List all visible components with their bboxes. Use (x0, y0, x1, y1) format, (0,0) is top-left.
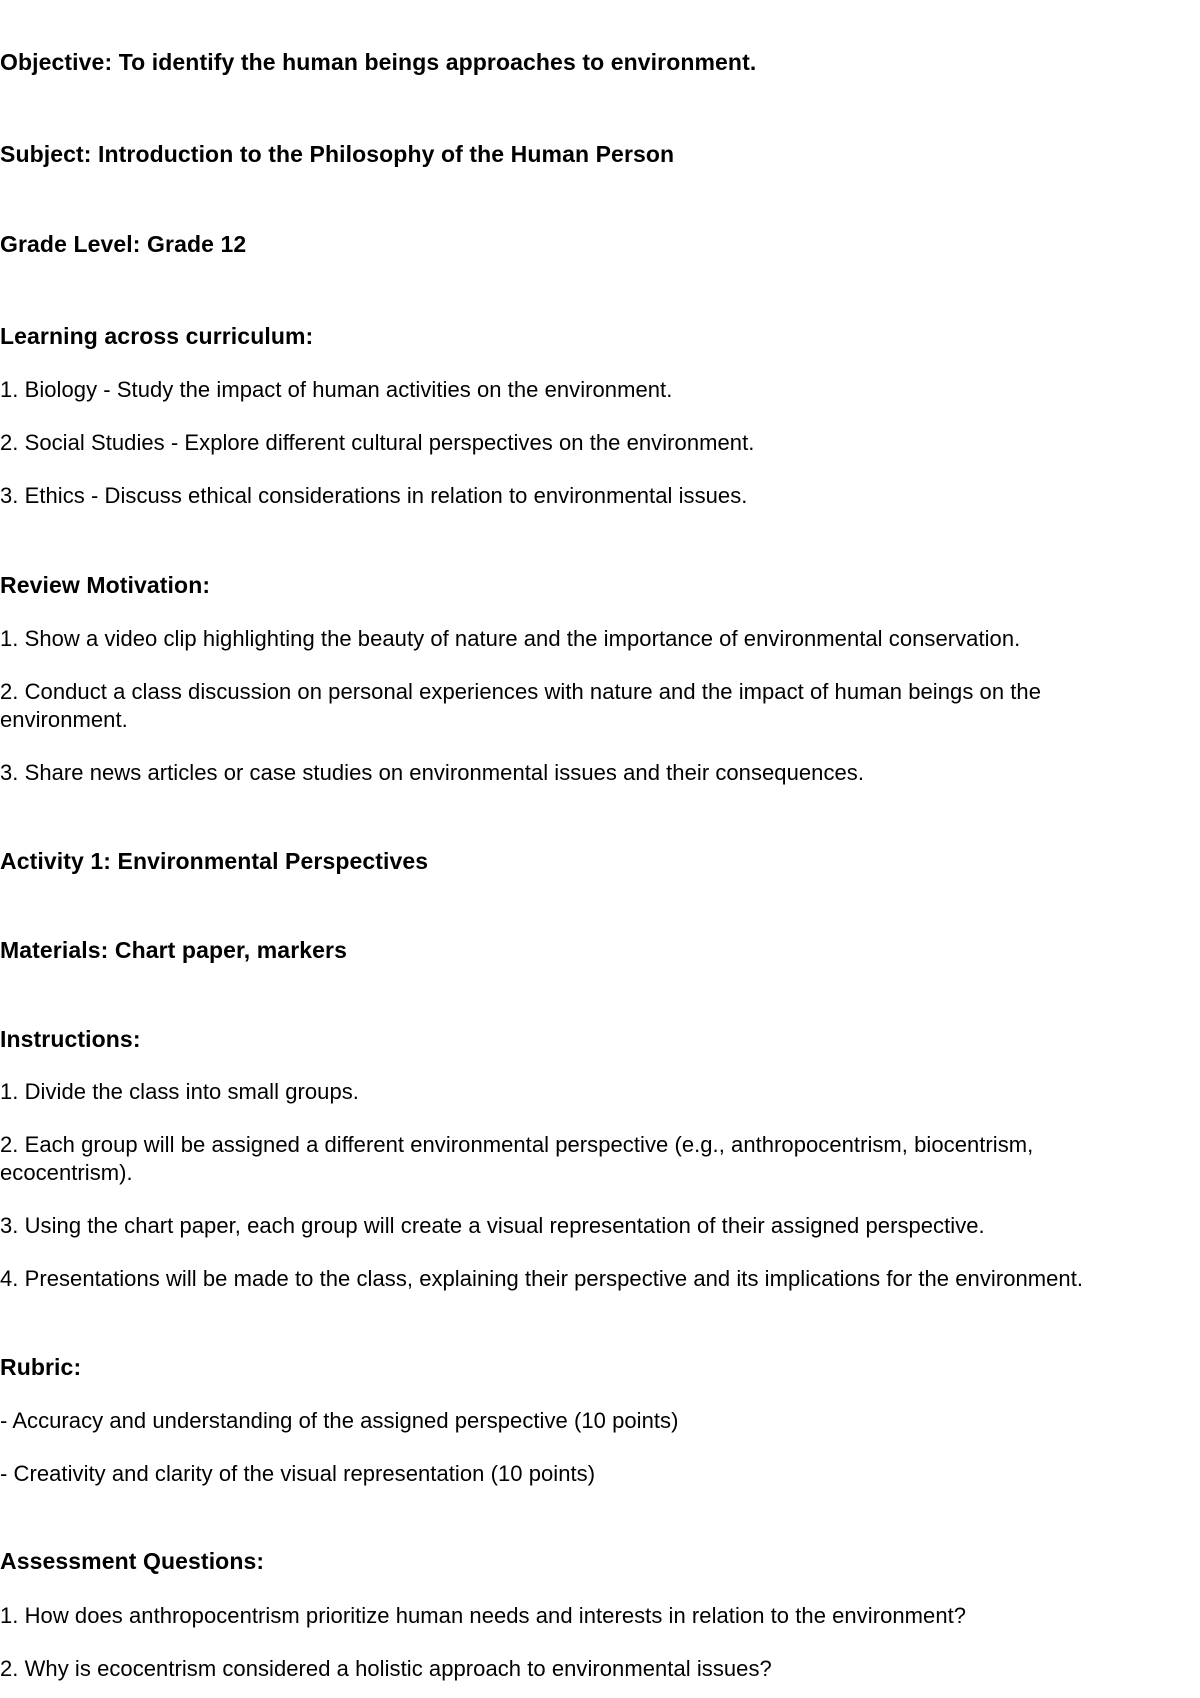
grade-level-heading: Grade Level: Grade 12 (0, 231, 247, 257)
review-motivation-heading: Review Motivation: (0, 572, 211, 598)
learning-across-curriculum-heading: Learning across curriculum: (0, 323, 314, 349)
curriculum-item: 3. Ethics - Discuss ethical considerations in relation to environmental issues. (0, 483, 748, 508)
instructions-heading: Instructions: (0, 1026, 141, 1052)
motivation-item: 2. Conduct a class discussion on personal experiences with nature and the impact of human beings on the (0, 679, 1041, 704)
instruction-item: 3. Using the chart paper, each group will create a visual representation of their assigned perspective. (0, 1213, 985, 1238)
curriculum-item: 1. Biology - Study the impact of human activities on the environment. (0, 377, 673, 402)
motivation-item: 1. Show a video clip highlighting the beauty of nature and the importance of environmental conservation. (0, 626, 1021, 651)
rubric-heading: Rubric: (0, 1354, 82, 1380)
subject-heading: Subject: Introduction to the Philosophy of the Human Person (0, 141, 675, 167)
assessment-question: 2. Why is ecocentrism considered a holistic approach to environmental issues? (0, 1656, 772, 1681)
instruction-item: 2. Each group will be assigned a different environmental perspective (e.g., anthropocentrism, biocentrism, (0, 1132, 1034, 1157)
instruction-item-continuation: ecocentrism). (0, 1160, 133, 1185)
rubric-item: - Creativity and clarity of the visual representation (10 points) (0, 1461, 596, 1486)
assessment-questions-heading: Assessment Questions: (0, 1548, 265, 1574)
activity-title: Activity 1: Environmental Perspectives (0, 848, 429, 874)
assessment-question: 1. How does anthropocentrism prioritize human needs and interests in relation to the environment? (0, 1603, 967, 1628)
objective-heading: Objective: To identify the human beings approaches to environment. (0, 49, 757, 75)
motivation-item: 3. Share news articles or case studies on environmental issues and their consequences. (0, 760, 864, 785)
instruction-item: 1. Divide the class into small groups. (0, 1079, 359, 1104)
materials-line: Materials: Chart paper, markers (0, 937, 347, 963)
curriculum-item: 2. Social Studies - Explore different cultural perspectives on the environment. (0, 430, 755, 455)
rubric-item: - Accuracy and understanding of the assigned perspective (10 points) (0, 1408, 679, 1433)
motivation-item-continuation: environment. (0, 707, 128, 732)
instruction-item: 4. Presentations will be made to the class, explaining their perspective and its implications for the environment. (0, 1266, 1084, 1291)
